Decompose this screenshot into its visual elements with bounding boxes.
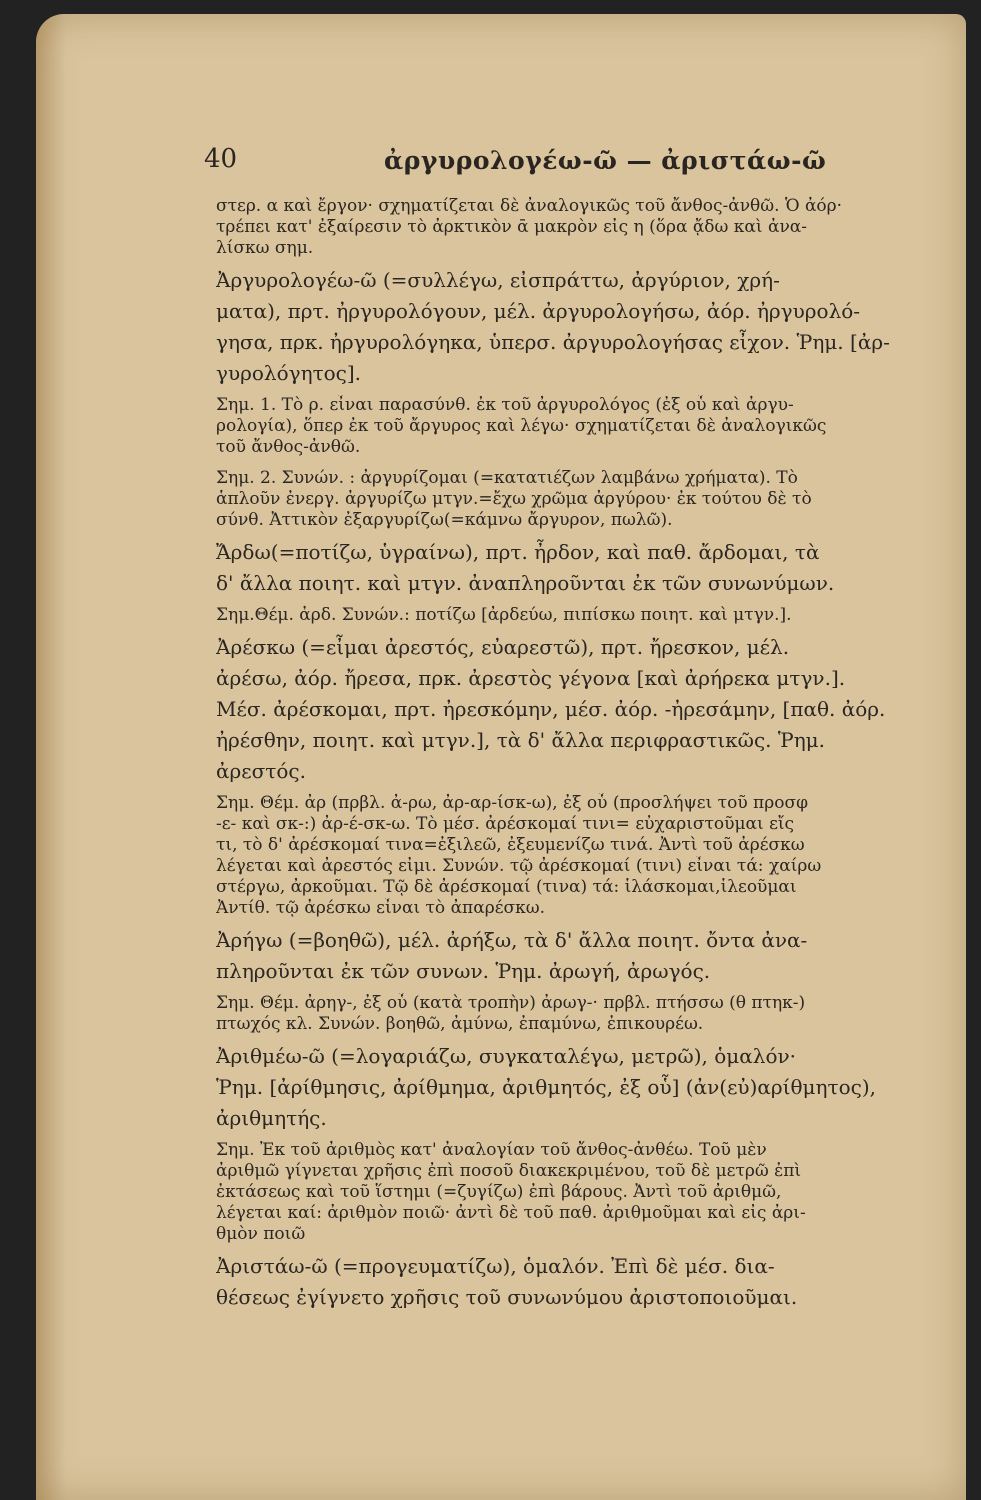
note-block (216, 468, 966, 531)
text-line: ρολογία), ὅπερ ἐκ τοῦ ἄργυρος καὶ λέγω· σχηματίζεται δὲ ἀναλογικῶς (216, 416, 827, 436)
text-line: λέγεται καὶ ἀρεστός εἰμι. Συνών. τῷ ἀρέσκομαί (τινι) εἶναι τά: χαίρω (216, 856, 822, 876)
text-line: θέσεως ἐγίγνετο χρῆσις τοῦ συνωνύμου ἀριστοποιοῦμαι. (216, 1285, 798, 1309)
text-line: θμὸν ποιῶ (216, 1224, 306, 1244)
text-line: Σημ. 1. Τὸ ρ. εἶναι παρασύνθ. ἐκ τοῦ ἀργυρολόγος (ἐξ οὗ καὶ ἀργυ- (216, 395, 794, 415)
text-line: δ' ἄλλα ποιητ. καὶ μτγν. ἀναπληροῦνται ἐκ τῶν συνωνύμων. (216, 571, 835, 595)
text-line: Σημ. Ἐκ τοῦ ἀριθμὸς κατ' ἀναλογίαν τοῦ ἄνθος-ἀνθέω. Τοῦ μὲν (216, 1140, 767, 1160)
text-line: σύνθ. Ἀττικὸν ἐξαργυρίζω(=κάμνω ἄργυρον, πωλῶ). (216, 510, 673, 530)
text-line: Σημ.Θέμ. ἀρδ. Συνών.: ποτίζω [ἀρδεύω, πιπίσκω ποιητ. καὶ μτγν.]. (216, 605, 792, 625)
text-line: τρέπει κατ' ἐξαίρεσιν τὸ ἀρκτικὸν ᾱ μακρὸν εἰς η (ὅρα ᾄδω καὶ ἀνα- (216, 217, 808, 237)
text-line: Σημ. Θέμ. ἀρ (πρβλ. ἀ-ρω, ἀρ-αρ-ίσκ-ω), ἐξ οὗ (προσλήψει τοῦ προσφ (216, 793, 808, 813)
entry-block (216, 265, 966, 389)
text-line: λίσκω σημ. (216, 238, 314, 258)
entry-block (216, 632, 966, 787)
text-line: Ἀριστάω-ῶ (=προγευματίζω), ὁμαλόν. Ἐπὶ δὲ μέσ. δια- (216, 1254, 775, 1278)
text-line: ἀριθμητής. (216, 1106, 327, 1130)
running-head: ἀργυρολογέω-ῶ — ἀριστάω-ῶ (384, 146, 827, 175)
text-line: πτωχός κλ. Συνών. βοηθῶ, ἀμύνω, ἐπαμύνω, ἐπικουρέω. (216, 1014, 704, 1034)
entry-block (216, 537, 966, 599)
note-block (216, 395, 966, 458)
text-line: Ἀρήγω (=βοηθῶ), μέλ. ἀρήξω, τὰ δ' ἄλλα ποιητ. ὄντα ἀνα- (216, 928, 808, 952)
text-line: ἠρέσθην, ποιητ. καὶ μτγν.], τὰ δ' ἄλλα περιφραστικῶς. Ῥημ. (216, 728, 826, 752)
page-number: 40 (204, 144, 238, 174)
text-line: τι, τὸ δ' ἀρέσκομαί τινα=ἐξιλεῶ, ἐξευμενίζω τινά. Ἀντὶ τοῦ ἀρέσκω (216, 835, 805, 855)
text-line: στερ. α καὶ ἔργον· σχηματίζεται δὲ ἀναλογικῶς τοῦ ἄνθος-ἀνθῶ. Ὁ ἀόρ· (216, 196, 843, 216)
text-line: Ἀρέσκω (=εἶμαι ἀρεστός, εὐαρεστῶ), πρτ. ἤρεσκον, μέλ. (216, 635, 790, 659)
note-block (216, 793, 966, 919)
dictionary-text (216, 196, 966, 1313)
text-line: ἀρεστός. (216, 759, 306, 783)
text-line: Μέσ. ἀρέσκομαι, πρτ. ἠρεσκόμην, μέσ. ἀόρ. -ἠρεσάμην, [παθ. ἀόρ. (216, 697, 886, 721)
text-line: στέργω, ἀρκοῦμαι. Τῷ δὲ ἀρέσκομαί (τινα) τά: ἱλάσκομαι,ἱλεοῦμαι (216, 877, 797, 897)
entry-block (216, 1041, 966, 1134)
entry-block (216, 925, 966, 987)
text-line: ἁπλοῦν ἐνεργ. ἀργυρίζω μτγν.=ἔχω χρῶμα ἀργύρου· ἐκ τούτου δὲ τὸ (216, 489, 812, 509)
note-block (216, 993, 966, 1035)
text-line: γησα, πρκ. ἠργυρολόγηκα, ὑπερσ. ἀργυρολογήσας εἶχον. Ῥημ. [ἀρ- (216, 330, 890, 354)
text-line: Σημ. Θέμ. ἀρηγ-, ἐξ οὗ (κατὰ τροπὴν) ἀρωγ-· πρβλ. πτήσσω (θ πτηκ-) (216, 993, 806, 1013)
text-line: Ῥημ. [ἀρίθμησις, ἀρίθμημα, ἀριθμητός, ἐξ οὗ] (ἀν(εὐ)αρίθμητος), (216, 1075, 876, 1099)
text-line: γυρολόγητος]. (216, 361, 362, 385)
page-header (204, 144, 924, 184)
book-page (36, 14, 966, 1500)
entry-block (216, 1251, 966, 1313)
note-block (216, 605, 966, 626)
text-line: ἐκτάσεως καὶ τοῦ ἵστημι (=ζυγίζω) ἐπὶ βάρους. Ἀντὶ τοῦ ἀριθμῶ, (216, 1182, 782, 1202)
note-block (216, 1140, 966, 1245)
text-line: -ε- καὶ σκ-:) ἀρ-έ-σκ-ω. Τὸ μέσ. ἀρέσκομαί τινι= εὐχαριστοῦμαι εἴς (216, 814, 795, 834)
text-line: τοῦ ἄνθος-ἀνθῶ. (216, 437, 361, 457)
text-line: πληροῦνται ἐκ τῶν συνων. Ῥημ. ἀρωγή, ἀρωγός. (216, 959, 711, 983)
text-line: Ἀντίθ. τῷ ἀρέσκω εἶναι τὸ ἀπαρέσκω. (216, 898, 546, 918)
text-line: λέγεται καί: ἀριθμὸν ποιῶ· ἀντὶ δὲ τοῦ παθ. ἀριθμοῦμαι καὶ εἰς ἀρι- (216, 1203, 806, 1223)
text-line: Ἀριθμέω-ῶ (=λογαριάζω, συγκαταλέγω, μετρῶ), ὁμαλόν· (216, 1044, 797, 1068)
text-line: ματα), πρτ. ἠργυρολόγουν, μέλ. ἀργυρολογήσω, ἀόρ. ἠργυρολό- (216, 299, 861, 323)
text-line: ἀρέσω, ἀόρ. ἤρεσα, πρκ. ἀρεστὸς γέγονα [καὶ ἀρήρεκα μτγν.]. (216, 666, 846, 690)
text-line: Ἄρδω(=ποτίζω, ὑγραίνω), πρτ. ἦρδον, καὶ παθ. ἄρδομαι, τὰ (216, 540, 820, 564)
text-line: Ἀργυρολογέω-ῶ (=συλλέγω, εἰσπράττω, ἀργύριον, χρή- (216, 268, 780, 292)
text-line: ἀριθμῶ γίγνεται χρῆσις ἐπὶ ποσοῦ διακεκριμένου, τοῦ δὲ μετρῶ ἐπὶ (216, 1161, 802, 1181)
text-line: Σημ. 2. Συνών. : ἀργυρίζομαι (=κατατιέζων λαμβάνω χρήματα). Τὸ (216, 468, 798, 488)
note-block (216, 196, 966, 259)
